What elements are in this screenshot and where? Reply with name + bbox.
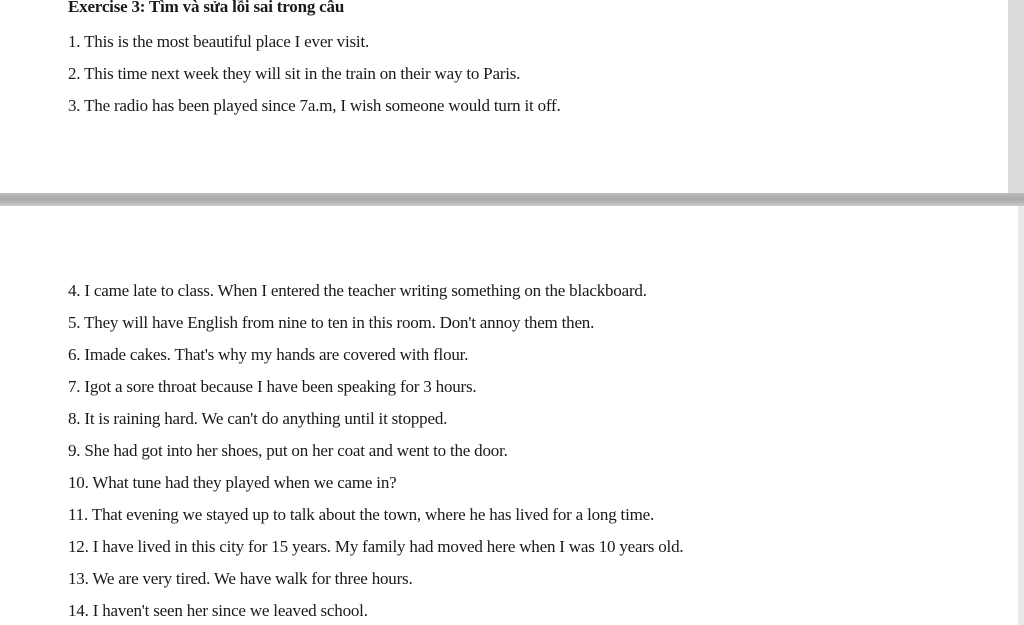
sentence-9: 9. She had got into her shoes, put on her coat and went to the door. [68, 441, 508, 460]
exercise-title: Exercise 3: Tìm và sửa lỗi sai trong câu [68, 0, 345, 16]
page-edge-shadow [1008, 0, 1024, 193]
sentence-8: 8. It is raining hard. We can't do anything until it stopped. [68, 409, 448, 428]
worksheet-page-top [0, 0, 1008, 193]
sentence-7: 7. Igot a sore throat because I have been speaking for 3 hours. [68, 377, 477, 396]
sentence-2: 2. This time next week they will sit in the train on their way to Paris. [68, 64, 521, 83]
sentence-11: 11. That evening we stayed up to talk about the town, where he has lived for a long time. [68, 505, 655, 524]
sentence-1: 1. This is the most beautiful place I ever visit. [68, 32, 370, 51]
sentence-10: 10. What tune had they played when we came in? [68, 473, 397, 492]
sentence-14: 14. I haven't seen her since we leaved school. [68, 601, 368, 620]
sentence-12: 12. I have lived in this city for 15 years. My family had moved here when I was 10 years old. [68, 537, 684, 556]
sentence-3: 3. The radio has been played since 7a.m, I wish someone would turn it off. [68, 96, 561, 115]
sentence-4: 4. I came late to class. When I entered the teacher writing something on the blackboard. [68, 281, 647, 300]
worksheet-page-bottom [0, 206, 1018, 625]
sentence-6: 6. Imade cakes. That's why my hands are covered with flour. [68, 345, 469, 364]
sentence-13: 13. We are very tired. We have walk for three hours. [68, 569, 413, 588]
sentence-5: 5. They will have English from nine to ten in this room. Don't annoy them then. [68, 313, 595, 332]
page-break-divider [0, 193, 1024, 206]
